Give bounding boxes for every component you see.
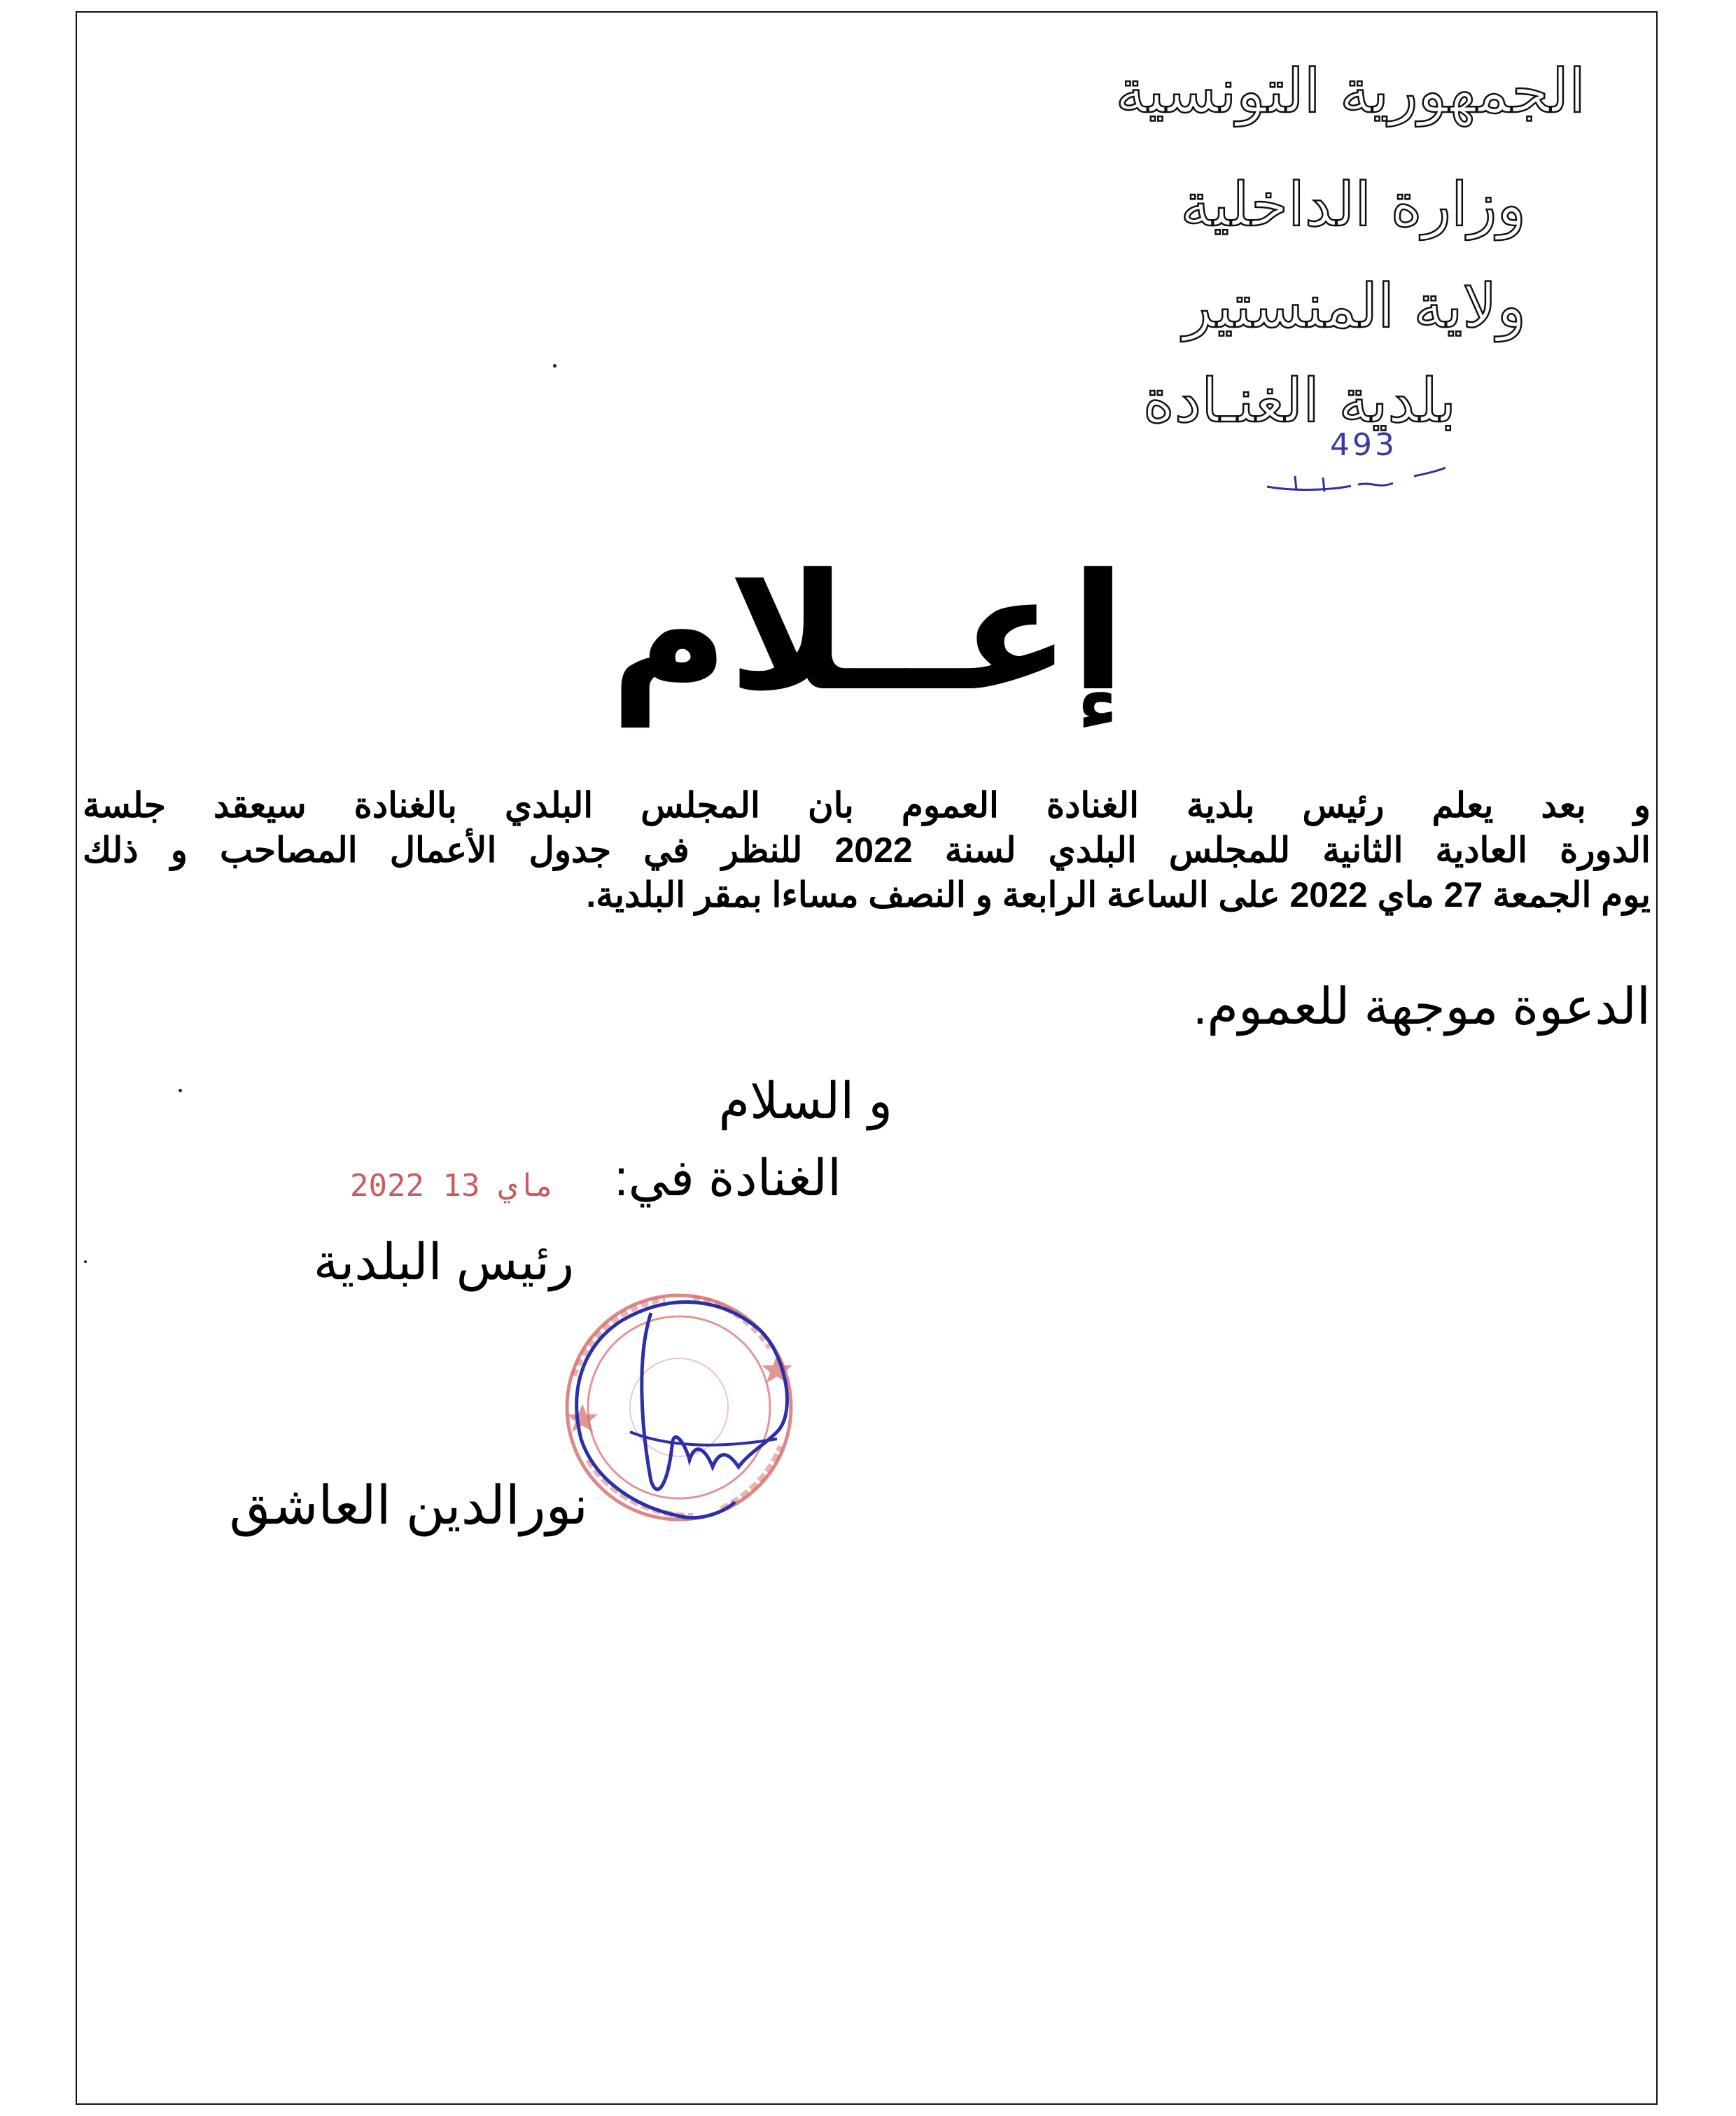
body-line-2: الدورة العادية الثانية للمجلس البلدي لسنة 2022 للنظر في جدول الأعمال المصاحب و ذلك: [83, 830, 1651, 870]
header-ministry: وزارة الداخلية: [1180, 170, 1526, 240]
public-invitation: الدعوة موجهة للعموم.: [1193, 979, 1651, 1035]
header-municipality: بلدية الغنـادة: [1142, 366, 1456, 436]
reference-number: [1253, 427, 1456, 504]
place-date-label: الغنادة في:: [614, 1150, 841, 1206]
reference-label-handwritten-icon: [1253, 427, 1456, 504]
signatory-name: نورالدين العاشق: [229, 1476, 588, 1536]
scan-speck: [84, 1260, 87, 1263]
body-line-1: و بعد يعلم رئيس بلدية الغنادة العموم بان المجلس البلدي بالغنادة سيعقد جلسة: [83, 786, 1651, 825]
signatory-title: رئيس البلدية: [313, 1234, 574, 1290]
body-line-3: يوم الجمعة 27 ماي 2022 على الساعة الرابعة و النصف مساءا بمقر البلدية.: [586, 875, 1651, 914]
announcement-body: [83, 783, 1651, 917]
header-republic: الجمهورية التونسية: [1115, 57, 1586, 127]
closing-greeting: و السلام: [718, 1073, 892, 1129]
scan-speck: [553, 364, 556, 368]
date-stamp: 2022 ماي 13: [350, 1168, 554, 1204]
header-governorate: ولاية المنستير: [1183, 272, 1526, 342]
reference-number-value: 493: [1330, 427, 1397, 463]
scan-speck: [178, 1089, 182, 1092]
document-title: إعــلام: [610, 540, 1126, 727]
